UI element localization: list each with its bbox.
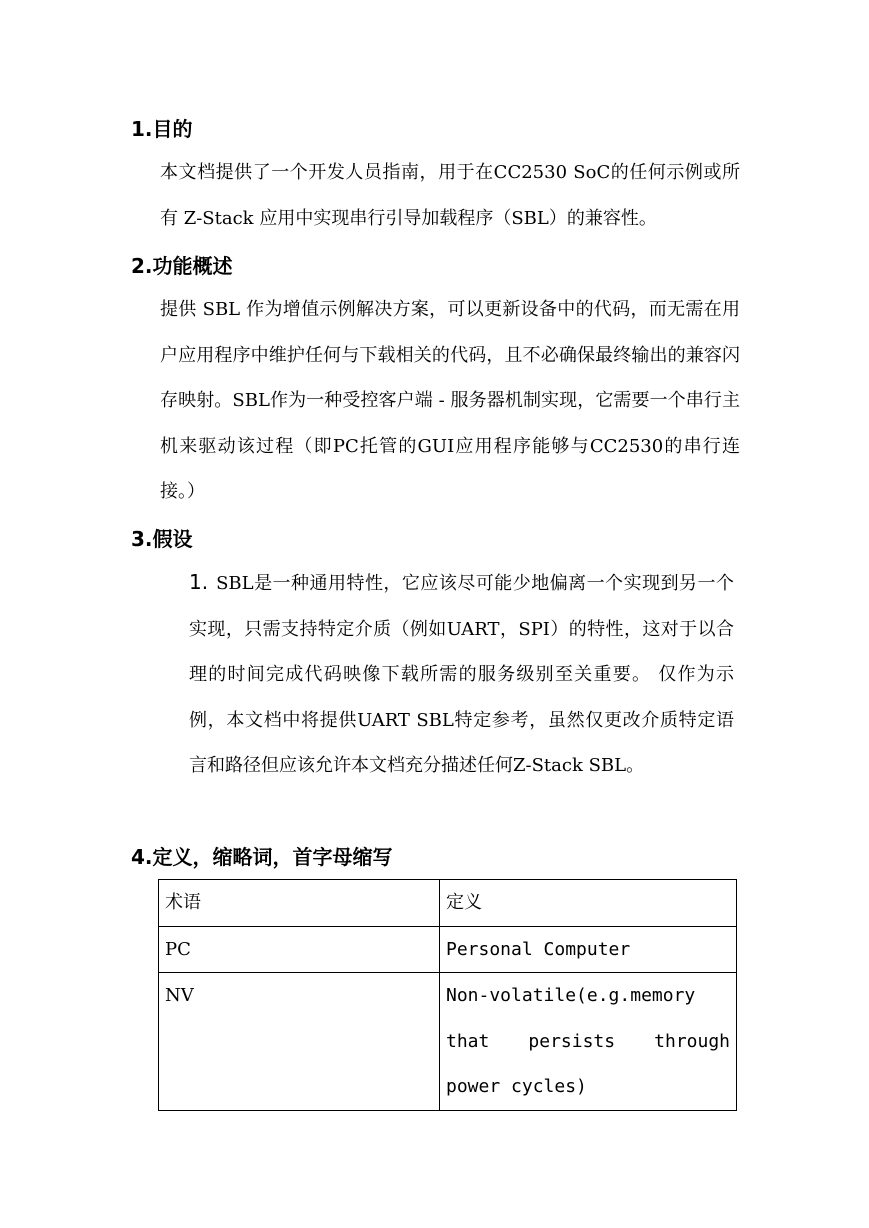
- list-item-number: 1.: [189, 570, 209, 594]
- table-cell-definition: Personal Computer: [440, 926, 737, 973]
- section-heading-assumptions: 3.假设: [131, 527, 193, 551]
- assumption-list-item: [189, 560, 734, 789]
- assumption-text: SBL是一种通用特性，它应该尽可能少地偏离一个实现到另一个实现，只需支持特定介质（例如UART，SPI）的特性，这对于以合理的时间完成代码映像下载所需的服务级别至关重要。 仅作为示例，本文档中将提供UART SBL特定参考，虽然仅更改介质特定语言和路径但应该允许本文档充分描述任何Z-Stack SBL。: [189, 573, 734, 776]
- table-cell-term: NV: [159, 973, 440, 1111]
- table-cell-term: PC: [159, 926, 440, 973]
- table-cell-definition: Non-volatile(e.g.memory that persists through power cycles): [440, 973, 737, 1111]
- section-heading-overview: 2.功能概述: [131, 254, 233, 278]
- table-row: [159, 973, 737, 1111]
- header-cell-definition: 定义: [440, 880, 737, 927]
- section-heading-definitions: 4.定义，缩略词，首字母缩写: [131, 845, 393, 869]
- table-header-row: [159, 880, 737, 927]
- table-row: [159, 926, 737, 973]
- header-cell-term: 术语: [159, 880, 440, 927]
- section-heading-purpose: 1.目的: [131, 117, 193, 141]
- section-body-overview: 提供 SBL 作为增值示例解决方案，可以更新设备中的代码，而无需在用户应用程序中维护任何与下载相关的代码，且不必确保最终输出的兼容闪存映射。SBL作为一种受控客户端 - 服务器机制实现，它需要一个串行主机来驱动该过程（即PC托管的GUI应用程序能够与CC2530的串行连接。）: [160, 299, 740, 502]
- definitions-table: [158, 879, 737, 1111]
- section-body-purpose: 本文档提供了一个开发人员指南，用于在CC2530 SoC的任何示例或所有 Z-Stack 应用中实现串行引导加载程序（SBL）的兼容性。: [160, 162, 740, 229]
